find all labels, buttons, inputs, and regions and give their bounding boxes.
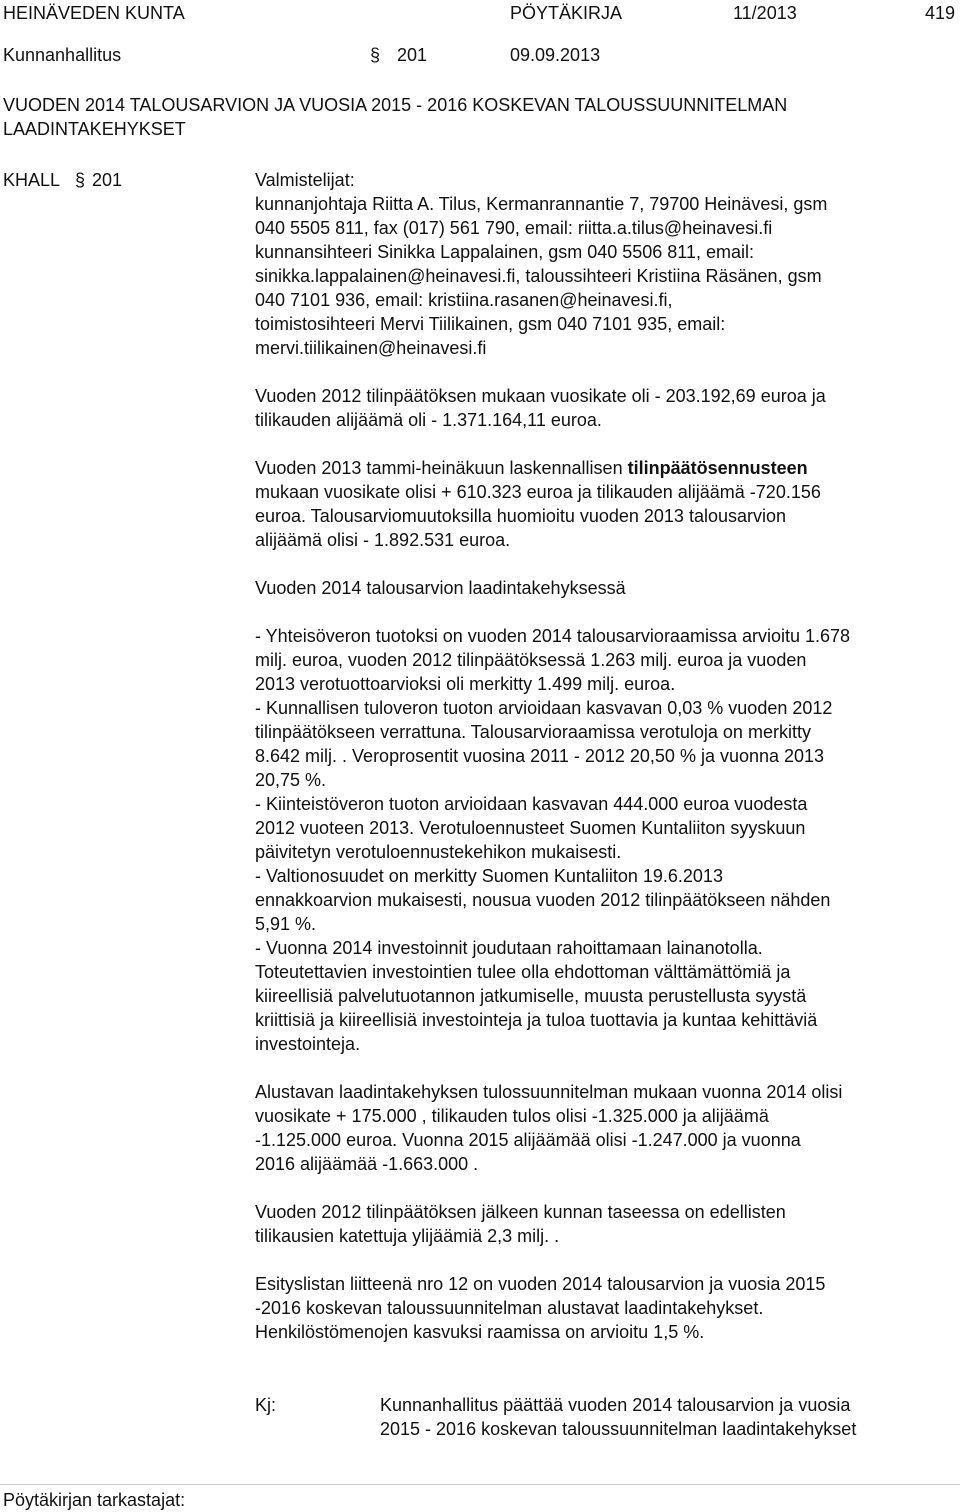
bullet-line: Toteutettavien investointien tulee olla ehdottoman välttämättömiä ja xyxy=(255,962,791,982)
section-number: 201 xyxy=(397,45,428,65)
frame-heading: Vuoden 2014 talousarvion laadintakehyksessä xyxy=(255,578,626,598)
bullet-line: - Kiinteistöveron tuoton arvioidaan kasvavan 444.000 euroa vuodesta xyxy=(255,794,808,814)
paragraph-line: mukaan vuosikate olisi + 610.323 euroa ja tilikauden alijäämä -720.156 xyxy=(255,482,821,502)
document-body xyxy=(255,168,945,1344)
title-line-1: VUODEN 2014 TALOUSARVION JA VUOSIA 2015 - 2016 KOSKEVAN TALOUSSUUNNITELMAN xyxy=(3,95,788,115)
preparers-line: kunnansihteeri Sinikka Lappalainen, gsm 040 5506 811, email: xyxy=(255,242,754,262)
paragraph-line xyxy=(255,456,945,480)
paragraph-line: Esityslistan liitteenä nro 12 on vuoden 2014 talousarvion ja vuosia 2015 xyxy=(255,1274,826,1294)
paragraph-accumulated-surplus xyxy=(255,1200,945,1248)
preparers-line: 040 7101 936, email: kristiina.rasanen@heinavesi.fi, xyxy=(255,290,673,310)
section-symbol: § xyxy=(370,45,381,65)
paragraph-line: tilikauden alijäämä oli - 1.371.164,11 euroa. xyxy=(255,410,602,430)
preparers-line: toimistosihteeri Mervi Tiilikainen, gsm 040 7101 935, email: xyxy=(255,314,726,334)
paragraph-line: vuosikate + 175.000 , tilikauden tulos olisi -1.325.000 ja alijäämä xyxy=(255,1106,769,1126)
preparers-block xyxy=(255,168,945,360)
paragraph-line: Vuoden 2012 tilinpäätöksen mukaan vuosikate oli - 203.192,69 euroa ja xyxy=(255,386,826,406)
meeting-date: 09.09.2013 xyxy=(510,45,601,65)
case-number: 201 xyxy=(92,170,123,190)
proposal-line: Kunnanhallitus päättää vuoden 2014 talousarvion ja vuosia xyxy=(380,1395,851,1415)
bullet-line: 20,75 %. xyxy=(255,770,327,790)
bullet-line: ennakkoarvion mukaisesti, nousua vuoden 2012 tilinpäätökseen nähden xyxy=(255,890,831,910)
paragraph-line: -2016 koskevan taloussuunnitelman alustavat laadintakehykset. xyxy=(255,1298,764,1318)
case-label: KHALL xyxy=(3,170,61,190)
bullet-line: 8.642 milj. . Veroprosentit vuosina 2011 - 2012 20,50 % ja vuonna 2013 xyxy=(255,746,825,766)
paragraph-line: Vuoden 2012 tilinpäätöksen jälkeen kunnan taseessa on edellisten xyxy=(255,1202,786,1222)
paragraph-line: euroa. Talousarviomuutoksilla huomioitu vuoden 2013 talousarvion xyxy=(255,506,786,526)
bullet-line: kriittisiä ja kiireellisiä investointeja ja tuloa tuottavia ja kuntaa kehittäviä xyxy=(255,1010,818,1030)
bullet-line: milj. euroa, vuoden 2012 tilinpäätöksessä 1.263 milj. euroa ja vuoden xyxy=(255,650,807,670)
preparers-line: sinikka.lappalainen@heinavesi.fi, taloussihteeri Kristiina Räsänen, gsm xyxy=(255,266,822,286)
frame-bullets xyxy=(255,624,945,1056)
paragraph-line: Alustavan laadintakehyksen tulossuunnitelman mukaan vuonna 2014 olisi xyxy=(255,1082,843,1102)
preparers-line: kunnanjohtaja Riitta A. Tilus, Kermanrannantie 7, 79700 Heinävesi, gsm xyxy=(255,194,828,214)
forecast-bold-term: tilinpäätösennusteen xyxy=(627,458,808,478)
bullet-line: - Vuonna 2014 investoinnit joudutaan rahoittamaan lainanotolla. xyxy=(255,938,763,958)
proposal-label: Kj: xyxy=(255,1395,277,1415)
body-name: Kunnanhallitus xyxy=(3,45,122,65)
bullet-line: - Yhteisöveron tuotoksi on vuoden 2014 talousarvioraamissa arvioitu 1.678 xyxy=(255,626,851,646)
paragraph-line: tilikausien katettuja ylijäämiä 2,3 milj. . xyxy=(255,1226,560,1246)
footer-divider xyxy=(0,1484,960,1485)
proposal-line: 2015 - 2016 koskevan taloussuunnitelman laadintakehykset xyxy=(380,1419,857,1439)
bullet-line: 5,91 %. xyxy=(255,914,317,934)
paragraph-line: alijäämä olisi - 1.892.531 euroa. xyxy=(255,530,511,550)
paragraph-line: 2016 alijäämää -1.663.000 . xyxy=(255,1154,479,1174)
paragraph-line: Henkilöstömenojen kasvuksi raamissa on arvioitu 1,5 %. xyxy=(255,1322,705,1342)
bullet-line: 2012 vuoteen 2013. Verotuloennusteet Suomen Kuntaliiton syyskuun xyxy=(255,818,806,838)
preparers-line: mervi.tiilikainen@heinavesi.fi xyxy=(255,338,487,358)
paragraph-2013-forecast xyxy=(255,456,945,552)
footer-reviewers-label: Pöytäkirjan tarkastajat: xyxy=(3,1490,186,1510)
document-number: 11/2013 xyxy=(733,3,797,23)
bullet-line: - Valtionosuudet on merkitty Suomen Kuntaliiton 19.6.2013 xyxy=(255,866,723,886)
bullet-line: kiireellisiä palvelutuotannon jatkumiselle, muusta perustellusta syystä xyxy=(255,986,807,1006)
frame-heading-block xyxy=(255,576,945,600)
bullet-line: tilinpäätökseen verrattuna. Talousarvioraamissa verotuloja on merkitty xyxy=(255,722,811,742)
paragraph-line: -1.125.000 euroa. Vuonna 2015 alijäämää olisi -1.247.000 ja vuonna xyxy=(255,1130,801,1150)
forecast-intro-text: Vuoden 2013 tammi-heinäkuun laskennallisen xyxy=(255,458,628,478)
case-section-symbol: § xyxy=(75,170,86,190)
paragraph-preliminary-plan xyxy=(255,1080,945,1176)
municipality-name: HEINÄVEDEN KUNTA xyxy=(3,3,185,23)
title-line-2: LAADINTAKEHYKSET xyxy=(3,119,186,139)
paragraph-attachment xyxy=(255,1272,945,1344)
preparers-line: 040 5505 811, fax (017) 561 790, email: riitta.a.tilus@heinavesi.fi xyxy=(255,218,773,238)
preparers-heading: Valmistelijat: xyxy=(255,170,355,190)
bullet-line: päivitetyn verotuloennustekehikon mukaisesti. xyxy=(255,842,622,862)
bullet-line: 2013 verotuottoarvioksi oli merkitty 1.499 milj. euroa. xyxy=(255,674,676,694)
page-number: 419 xyxy=(925,3,956,23)
bullet-line: - Kunnallisen tuloveron tuoton arvioidaan kasvavan 0,03 % vuoden 2012 xyxy=(255,698,833,718)
document-type: PÖYTÄKIRJA xyxy=(510,3,623,23)
bullet-line: investointeja. xyxy=(255,1034,361,1054)
paragraph-2012-result xyxy=(255,384,945,432)
